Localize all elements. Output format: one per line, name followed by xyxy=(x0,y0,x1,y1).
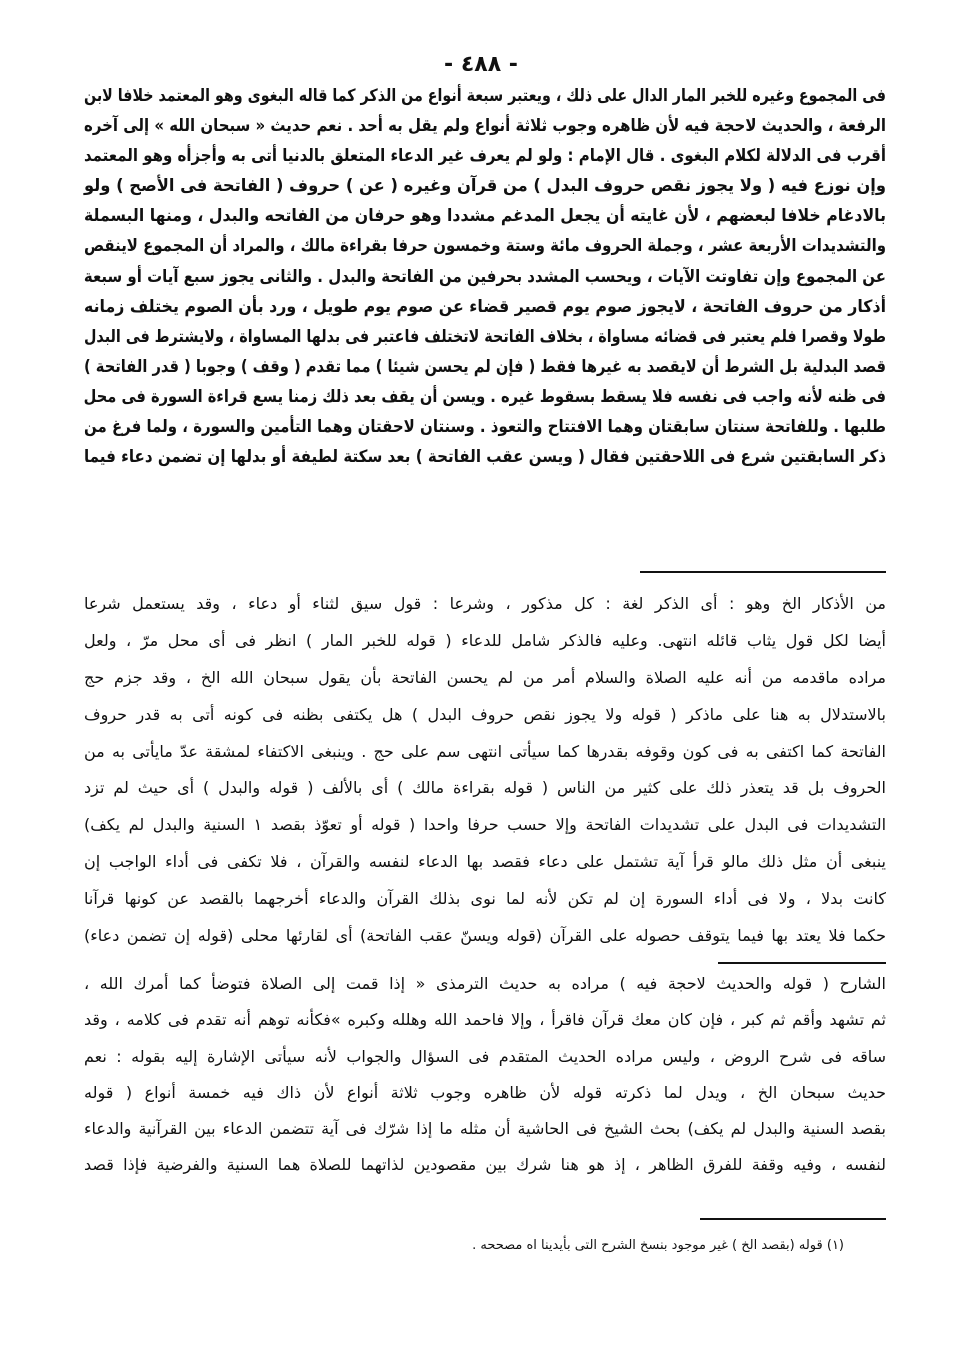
text-line: الفاتحة كما اكتفى به فى كون وقوفه بقدرها كما سيأتى انتهى سم على حج . وينبغى الاكتفاء لمشقة عدّ مايأتى به من xyxy=(84,741,886,761)
text-line: والتشديدات الأربعة عشر ، وجملة الحروف مائة وستة وخمسون حرفا بقراءة مالك ، والمراد أن المجموع لاينقص xyxy=(83,236,887,257)
text-line: من الأذكار الخ وهو : أى الذكر لغة : كل مذكور ، وشرعا : قول سيق لثناء أو دعاء ، وقد يستعمل شرعا xyxy=(84,594,886,613)
text-line: ثم تشهد وأقم ثم كبر ، فإن كان معك قرآن فاقرأ ، وإلا فاحمد الله وهلله وكبره »فكأنه توهم أنه تقدم فى كلامه ، وقد xyxy=(84,1010,886,1030)
text-line: طولا وقصرا فلم يعتبر فى قضائه مساواة ، بخلاف الفاتحة لاتختلف فاعتبر فى بدلها المساواة ، ولايشترط فى البدل xyxy=(84,326,886,347)
text-line: فى ظنه لأنه واجب فى نفسه فلا يسقط بسقوط غيره . ويسن أن يقف بعد ذلك زمنا يسع قراءة السورة فى محل xyxy=(83,386,886,407)
text-line: لنفسه ، وفيه وقفة للفرق الظاهر ، إذ هو هنا شرك بين مقصودين لذاتهما للصلاة هما السنية والفرضية فإذا قصد xyxy=(84,1155,886,1175)
divider-rule xyxy=(700,1218,886,1220)
divider-rule xyxy=(718,962,886,964)
text-line: حديث سبحان الخ ، ويدل لما ذكرته قوله لأن ظاهره وجوب ثلاثة أنواع لأن ذاك فيه خمسة أنواع ( قوله xyxy=(84,1082,886,1102)
text-line: أيضا لكل قول يثاب قائله انتهى. وعليه فالذكر شامل للدعاء ( قوله للخبر المار ) انظر فى أى محل مرّ ، ولعل xyxy=(84,630,886,650)
text-line: بالادغام خلافا لبعضهم ، لأن غايته أن يجعل المدغم مشددا وهو حرفان من الفاتحه والبدل ، ومنها البسملة xyxy=(84,206,886,227)
text-line: ذكر السابقتين شرع فى اللاحقتين فقال ( ويسن عقب الفاتحة ) بعد سكتة لطيفة أو بدلها إن تضمن دعاء فيما xyxy=(84,447,886,468)
footnote: (١) قوله (بقصد الخ ) غير موجود بنسخ الشرح التى بأيدينا اه مصححه . xyxy=(472,1238,844,1253)
divider-rule xyxy=(640,571,886,573)
text-line: عن المجموع وإن تفاوتت الآيات ، ويحسب المشدد بحرفين من الفاتحة والبدل . والثانى يجوز سبع آيات أو سبعة xyxy=(83,266,887,287)
text-line: كانت بدلا ، ولا فى أداء السورة إن لم تكن لأنه لما نوى بذلك القرآن والدعاء أخرجهما بالقصد عن كونها قرآنا xyxy=(84,889,886,909)
text-line: الشارح ( قوله والحديث لاحجة فيه ) مراده به حديث الترمذى « إذا قمت إلى الصلاة فتوضأ كما أمرك الله ، xyxy=(84,974,886,993)
text-line: الرفعة ، والحديث لاحجة فيه لأن ظاهره وجوب ثلاثة أنواع ولم يقل به أحد . نعم حديث « سبحان الله » إلى آخره xyxy=(84,116,886,137)
text-line: حكما فلا يعتد بها فيما يتوقف حصوله على القرآن (قوله ويسنّ عقب الفاتحة) أى لقارئها محلى (قوله إن تضمن دعاء) xyxy=(84,926,886,946)
commentary-2 xyxy=(84,968,886,1186)
text-line: ينبغى أن مثل ذلك مالو قرأ آية تشتمل على دعاء فقصد بها الدعاء لنفسه والقرآن ، فلا تكفى فى أداء الواجب إن xyxy=(84,852,886,872)
commentary-1 xyxy=(84,588,886,957)
text-line: وإن نوزع فيه ( ولا يجوز نقص حروف البدل ) من قرآن وغيره ( عن ) حروف ( الفاتحة فى الأصح ) ولو xyxy=(83,176,886,197)
text-line: طلبها . وللفاتحة سنتان سابقتان وهما الافتتاح والتعوذ . وسنتان لاحقتان وهما التأمين والسورة ، ولما فرغ من xyxy=(84,417,886,438)
main-text xyxy=(84,81,886,472)
text-line: بقصد السنية والبدل لم يكف) بحث الشيخ فى الحاشية أن مثله ما إذا شرّك فى آية تتضمن الدعاء بين القرآنية والدعاء xyxy=(84,1119,886,1139)
text-line: أذكار من حروف الفاتحة ، لايجوز صوم يوم قصير قضاء عن صوم يوم طويل ، ورد بأن الصوم يختلف زمانه xyxy=(84,296,886,317)
text-line: مراده ماقدمه من أنه عليه الصلاة والسلام أمر من لم يحسن الفاتحة بأن يقول سبحان الله الخ ، وقد جزم حج xyxy=(84,667,886,687)
text-line: أقرب فى الدلالة لكلام البغوى . قال الإمام : ولو لم يعرف غير الدعاء المتعلق بالدنيا أتى به وأجزأه وهو المعتمد xyxy=(84,146,886,167)
text-line: بالاستدلال به هنا على ماذكر ( قوله ولا يجوز نقص حروف البدل ) هل يكتفى بظنه فى كونه أتى به قدر حروف xyxy=(84,704,886,724)
text-line: الحروف بل قد يتعذر ذلك على كثير من الناس ( قوله بقراءة مالك ) أى بالألف ( قوله والبدل ) أى حيث لم تزد xyxy=(84,778,886,798)
text-line: قصد البدلية بل الشرط أن لايقصد به غيرها فقط ( فإن لم يحسن شيئا ) مما تقدم ( وقف ) وجوبا ( قدر الفاتحة ) xyxy=(84,356,886,377)
text-line: ساقه فى شرح الروض ، وليس مراده الحديث المتقدم فى السؤال والجواب لأنه سيأتى الإشارة إليه بقوله : نعم xyxy=(84,1046,886,1066)
text-line: التشديدات فى البدل على تشديدات الفاتحة وإلا حسب حرفا واحدا ( قوله أو تعوّذ بقصد ١ السنية والبدل لم يكف) xyxy=(84,815,887,835)
text-line: فى المجموع وغيره للخبر المار الدال على ذلك ، ويعتبر سبعة أنواع من الذكر كما قاله البغوى وهو المعتمد خلافا لابن xyxy=(83,86,887,106)
page-number: - ٤٨٨ - xyxy=(444,52,518,77)
